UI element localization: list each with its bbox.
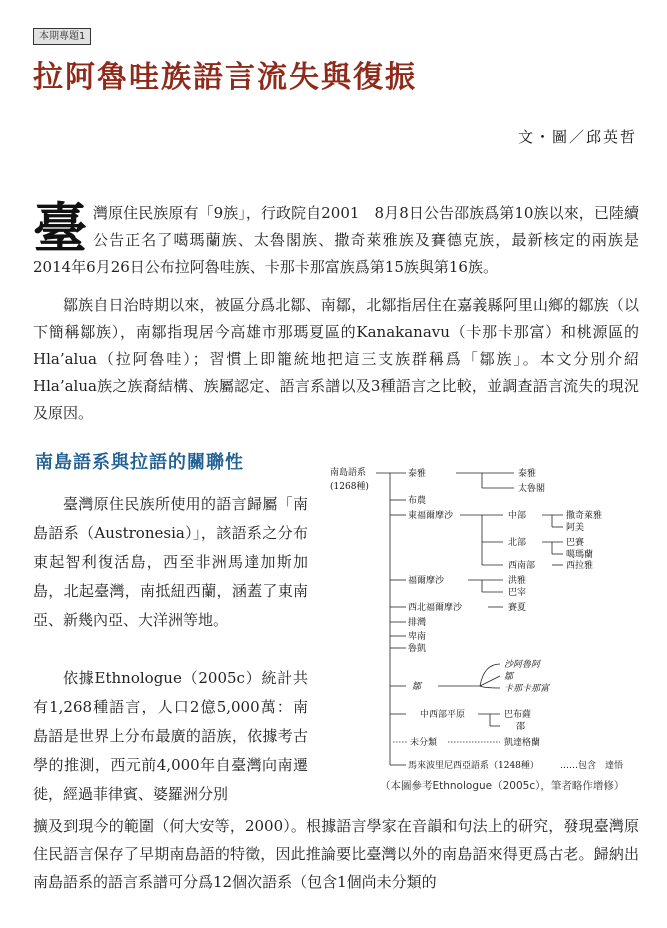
intro-paragraph-2: 鄒族自日治時期以來，被區分爲北鄒、南鄒，北鄒指居住在嘉義縣阿里山鄉的鄒族（以下簡稱鄒族），南鄒指現居今高雄市那瑪夏區的Kanakanavu（卡那卡那富）和桃源區的Hla’alua（拉阿魯哇）；習慣上即籠統地把這三支族群稱爲「鄒族」。本文分別介紹Hla’alua族之族裔結構、族屬認定、語言系譜以及3種語言之比較，並調查語言流失的現況及原因。 [33,296,639,422]
tree-node-east-formosan: 東福爾摩沙 [408,511,454,521]
tree-leaf-amis: 阿美 [566,523,585,533]
tree-leaf-thao: 邵 [516,722,526,732]
tree-root: 南島語系 [330,468,367,478]
tree-leaf-babuza: 巴布薩 [504,710,532,720]
tree-leaf-hoanya: 洪雅 [508,576,527,586]
tree-node-central-western-plains: 中西部平原 [420,710,466,720]
tree-leaf-kanakanavu: 卡那卡那富 [504,684,550,694]
article-title: 拉阿魯哇族語言流失與復振 [33,60,417,95]
tree-leaf-kavalan: 噶瑪蘭 [566,550,594,560]
language-family-tree [328,462,638,782]
tree-node-northern: 北部 [508,538,527,548]
tree-leaf-saisiyat: 賽夏 [508,603,527,613]
tree-node-northwest-formosan: 西北福爾摩沙 [408,603,463,613]
section-heading: 南島語系與拉語的關聯性 [35,452,244,473]
tree-node-rukai: 魯凱 [408,644,427,654]
drop-cap: 臺 [33,196,87,260]
tree-node-tsou: 鄒 [412,682,422,692]
column-paragraph-2: 依據Ethnologue（2005c）統計共有1,268種語言，人口2億5,000萬：南島語是世界上分布最廣的語族，依據考古學的推測，西元前4,000年自臺灣向南遷徙，經過菲律賓、婆羅洲分別 [33,669,308,803]
tree-leaf-basay: 巴賽 [566,538,585,548]
section-badge: 本期專題1 [33,28,91,45]
column-paragraph-1: 臺灣原住民族所使用的語言歸屬「南島語系（Austronesia）」，該語系之分布東起智利復活島，西至非洲馬達加斯加島，北起臺灣，南抵紐西蘭，涵蓋了東南亞、新幾內亞、大洋洲等地。 [33,495,308,629]
bottom-paragraph: 擴及到現今的範圍（何大安等，2000）。根據語言學家在音韻和句法上的研究，發現臺灣原住民語言保存了早期南島語的特徵，因此推論要比臺灣以外的南島語來得更爲古老。歸納出南島語系的語言系譜可分爲12個次語系（包含1個尚未分類的 [33,817,639,891]
tree-root-count: (1268種) [330,482,369,492]
intro-paragraph-1-text: 灣原住民族原有「9族」，行政院自2001 8月8日公告邵族爲第10族以來，已陸續公告正名了噶瑪蘭族、太魯閣族、撒奇萊雅族及賽德克族，最新核定的兩族是2014年6月26日公布拉阿魯哇族、卡那卡那富族爲第15族與第16族。 [33,204,639,276]
tree-node-puyuma: 卑南 [408,632,427,642]
tree-leaf-ketagalan: 凱達格蘭 [504,738,541,748]
byline: 文・圖／邱英哲 [517,128,637,146]
tree-leaf-siraya: 西拉雅 [566,561,594,571]
tree-leaf-saaroa: 沙阿魯阿 [504,660,541,670]
intro-paragraph-1 [33,196,639,281]
tree-leaf-pazeh: 巴宰 [508,588,527,598]
tree-leaf-truku: 太魯閣 [518,484,546,494]
tree-node-paiwan: 排灣 [408,618,427,628]
tree-node-central: 中部 [508,511,527,521]
tree-leaf-atayal: 泰雅 [518,469,537,479]
tree-node-bunun: 布農 [408,496,427,506]
tree-node-southwestern: 西南部 [508,561,536,571]
tree-node-unclassified: 未分類 [410,738,438,748]
tree-leaf-tsou: 鄒 [504,672,514,682]
tree-node-formosan: 福爾摩沙 [408,576,445,586]
tree-node-mp-suffix: ……包含 達悟 [560,761,624,771]
tree-node-malayo-polynesian: 馬來波里尼西亞語系（1248種） [408,761,539,771]
tree-leaf-sakizaya: 撒奇萊雅 [566,511,603,521]
tree-node-atayal: 泰雅 [408,469,427,479]
figure-caption: （本圖參考Ethnologue（2005c），筆者略作增修） [380,780,625,792]
